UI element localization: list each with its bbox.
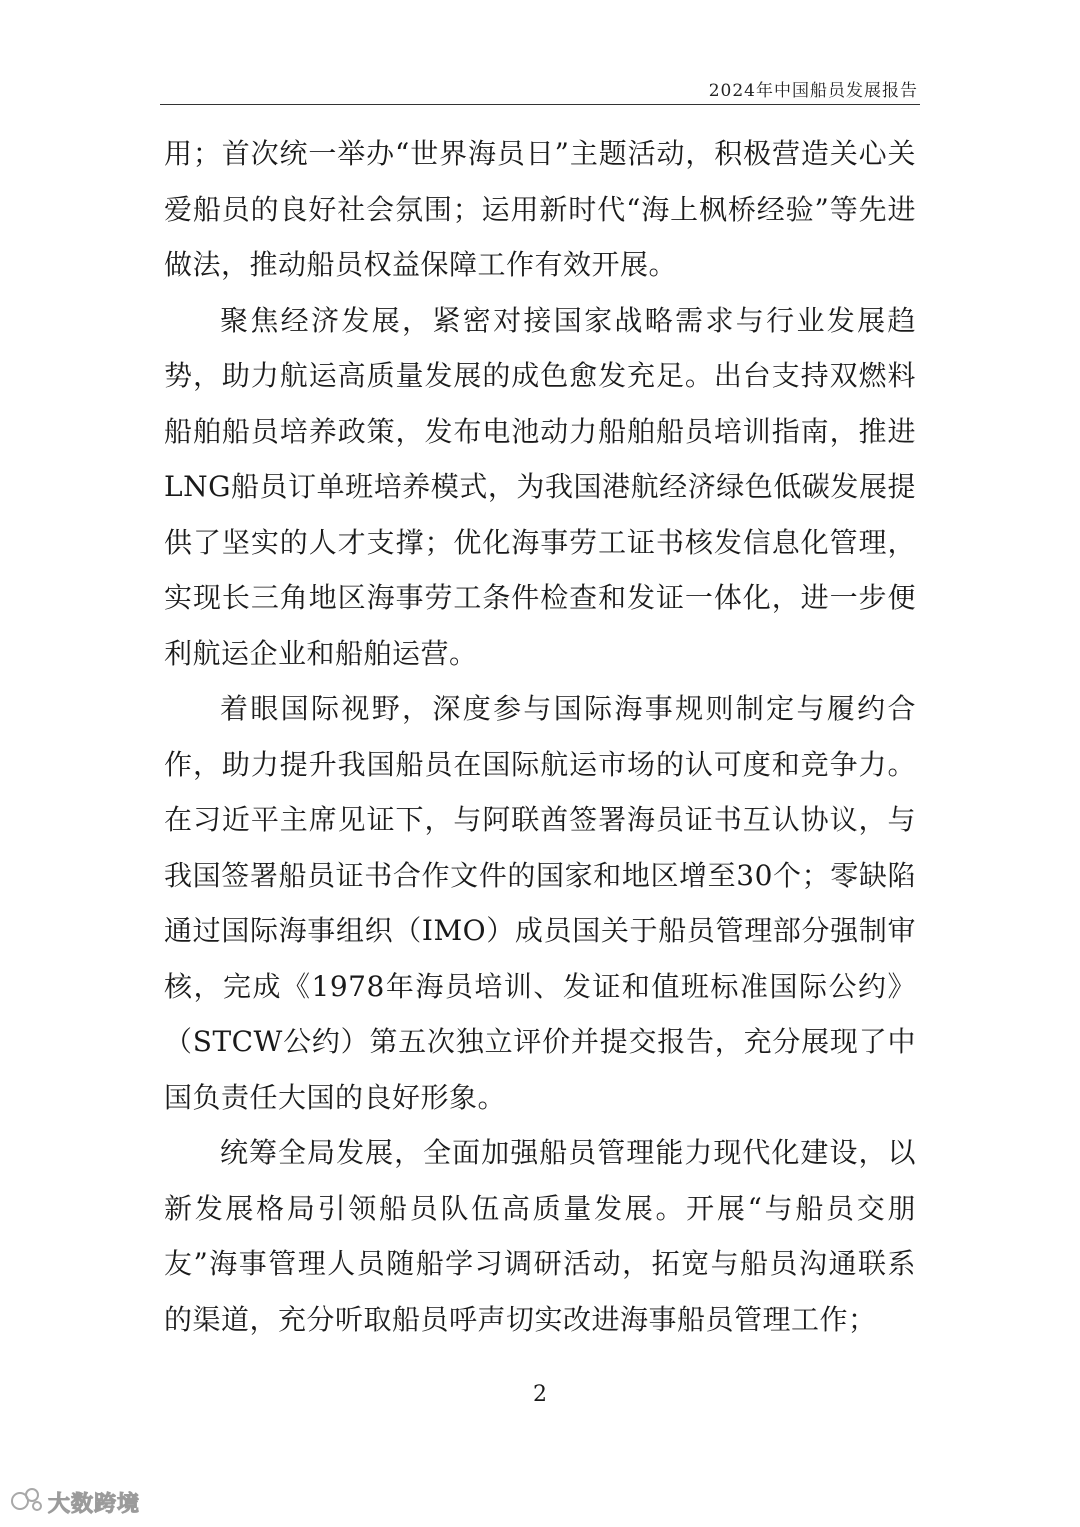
header-divider <box>160 104 920 105</box>
paragraph-continuation: 用；首次统一举办“世界海员日”主题活动，积极营造关心关爱船员的良好社会氛围；运用新时代“海上枫桥经验”等先进做法，推动船员权益保障工作有效开展。 <box>164 137 916 281</box>
paragraph-economic-development: 聚焦经济发展，紧密对接国家战略需求与行业发展趋势，助力航运高质量发展的成色愈发充足。出台支持双燃料船舶船员培养政策，发布电池动力船舶船员培训指南，推进LNG船员订单班培养模式，为我国港航经济绿色低碳发展提供了坚实的人才支撑；优化海事劳工证书核发信息化管理，实现长三角地区海事劳工条件检查和发证一体化，进一步便利航运企业和船舶运营。 <box>164 303 916 670</box>
running-header-title: 2024年中国船员发展报告 <box>708 81 918 101</box>
page-number: 2 <box>533 1382 547 1407</box>
watermark-text: 大数跨境 <box>48 1491 141 1517</box>
document-body <box>164 126 916 1347</box>
paragraph-international-vision: 着眼国际视野，深度参与国际海事规则制定与履约合作，助力提升我国船员在国际航运市场的认可度和竞争力。在习近平主席见证下，与阿联酋签署海员证书互认协议，与我国签署船员证书合作文件的国家和地区增至30个；零缺陷通过国际海事组织（IMO）成员国关于船员管理部分强制审核，完成《1978年海员培训、发证和值班标准国际公约》（STCW公约）第五次独立评价并提交报告，充分展现了中国负责任大国的良好形象。 <box>164 692 916 1114</box>
watermark-logo-icon <box>10 1486 44 1518</box>
paragraph-overall-development: 统筹全局发展，全面加强船员管理能力现代化建设，以新发展格局引领船员队伍高质量发展。开展“与船员交朋友”海事管理人员随船学习调研活动，拓宽与船员沟通联系的渠道，充分听取船员呼声切实改进海事船员管理工作； <box>164 1136 916 1336</box>
watermark <box>10 1486 140 1518</box>
